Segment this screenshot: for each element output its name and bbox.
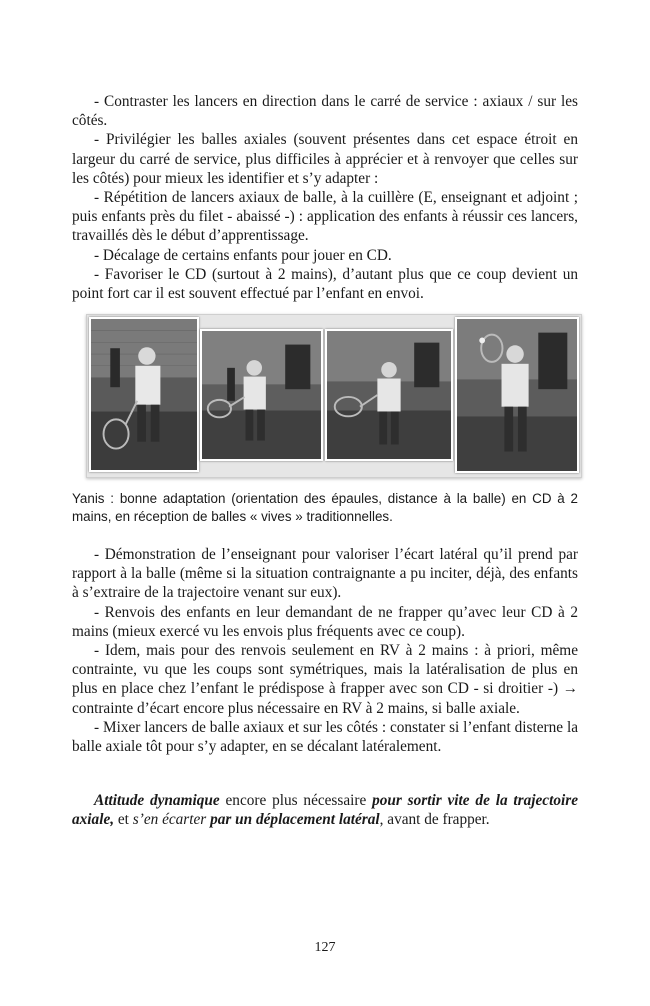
emphasis-bold-italic: pour sortir vite de la trajectoire axiale, (72, 792, 578, 829)
photo-frame-4 (455, 317, 579, 473)
photo-caption: Yanis : bonne adaptation (orientation des épaules, distance à la balle) en CD à 2 mains, en réception de balles « vives » traditionnelles. (72, 491, 578, 524)
emphasis-bold-italic: Attitude dynamique (94, 792, 220, 809)
paragraph: - Privilégier les balles axiales (souvent présentes dans cet espace étroit en largeur du carré de service, plus difficiles à apprécier et à renvoyer que celles sur les côtés) pour mieux les identifier et s’y adapter : (72, 131, 578, 187)
paragraph: - Décalage de certains enfants pour jouer en CD. (94, 246, 392, 264)
conclusion-paragraph (72, 791, 578, 829)
text-run: encore plus nécessaire (219, 792, 373, 809)
photo-image (202, 331, 321, 459)
page-number: 127 (314, 940, 336, 955)
photo-sequence (86, 314, 582, 478)
photo-frame-3 (325, 329, 453, 461)
paragraph: - Répétition de lancers axiaux de balle, à la cuillère (E, enseignant et adjoint ; puis enfants près du filet - abaissé -) : application des enfants à réussir ces lancers, travaillés dès le début d’apprentissage. (72, 189, 578, 245)
photo-image (327, 331, 451, 459)
paragraph: - Favoriser le CD (surtout à 2 mains), d’autant plus que ce coup devient un point fort car il est souvent effectué par l’enfant en envoi. (72, 265, 578, 303)
paragraph: - Contraster les lancers en direction dans le carré de service : axiaux / sur les côtés. (72, 93, 578, 130)
photo-image (457, 319, 577, 471)
text-run: et (114, 811, 133, 829)
text-block-top (72, 92, 578, 303)
paragraph: - Mixer lancers de balle axiaux et sur les côtés : constater si l’enfant disterne la balle axiale tôt pour s’y adapter, en se décalant latéralement. (72, 718, 578, 756)
photo-image (91, 319, 197, 470)
paragraph: - Idem, mais pour des renvois seulement en RV à 2 mains : à priori, même contrainte, vu que les coups sont symétriques, mais la latéralisation de plus en plus en place chez l’enfant le prédispose à frapper avec son CD - si droitier -) → contrainte d’écart encore plus nécessaire en RV à 2 mains, si balle axiale. (72, 642, 578, 717)
text-run: , avant de frapper. (379, 811, 490, 829)
emphasis-italic: s’en écarter (132, 811, 207, 829)
photo-frame-1 (89, 317, 199, 472)
emphasis-bold-italic: par un déplacement latéral (210, 811, 380, 829)
paragraph: - Démonstration de l’enseignant pour valoriser l’écart latéral qu’il prend par rapport à la balle (même si la situation contraignante a pu inciter, déjà, des enfants à s’extraire de la trajectoire venant sur eux). (72, 546, 578, 602)
paragraph: - Renvois des enfants en leur demandant de ne frapper qu’avec leur CD à 2 mains (mieux exercé vu les envois plus fréquents avec ce coup). (72, 603, 578, 640)
text-block-bottom (72, 545, 578, 756)
photo-frame-2 (200, 329, 323, 461)
